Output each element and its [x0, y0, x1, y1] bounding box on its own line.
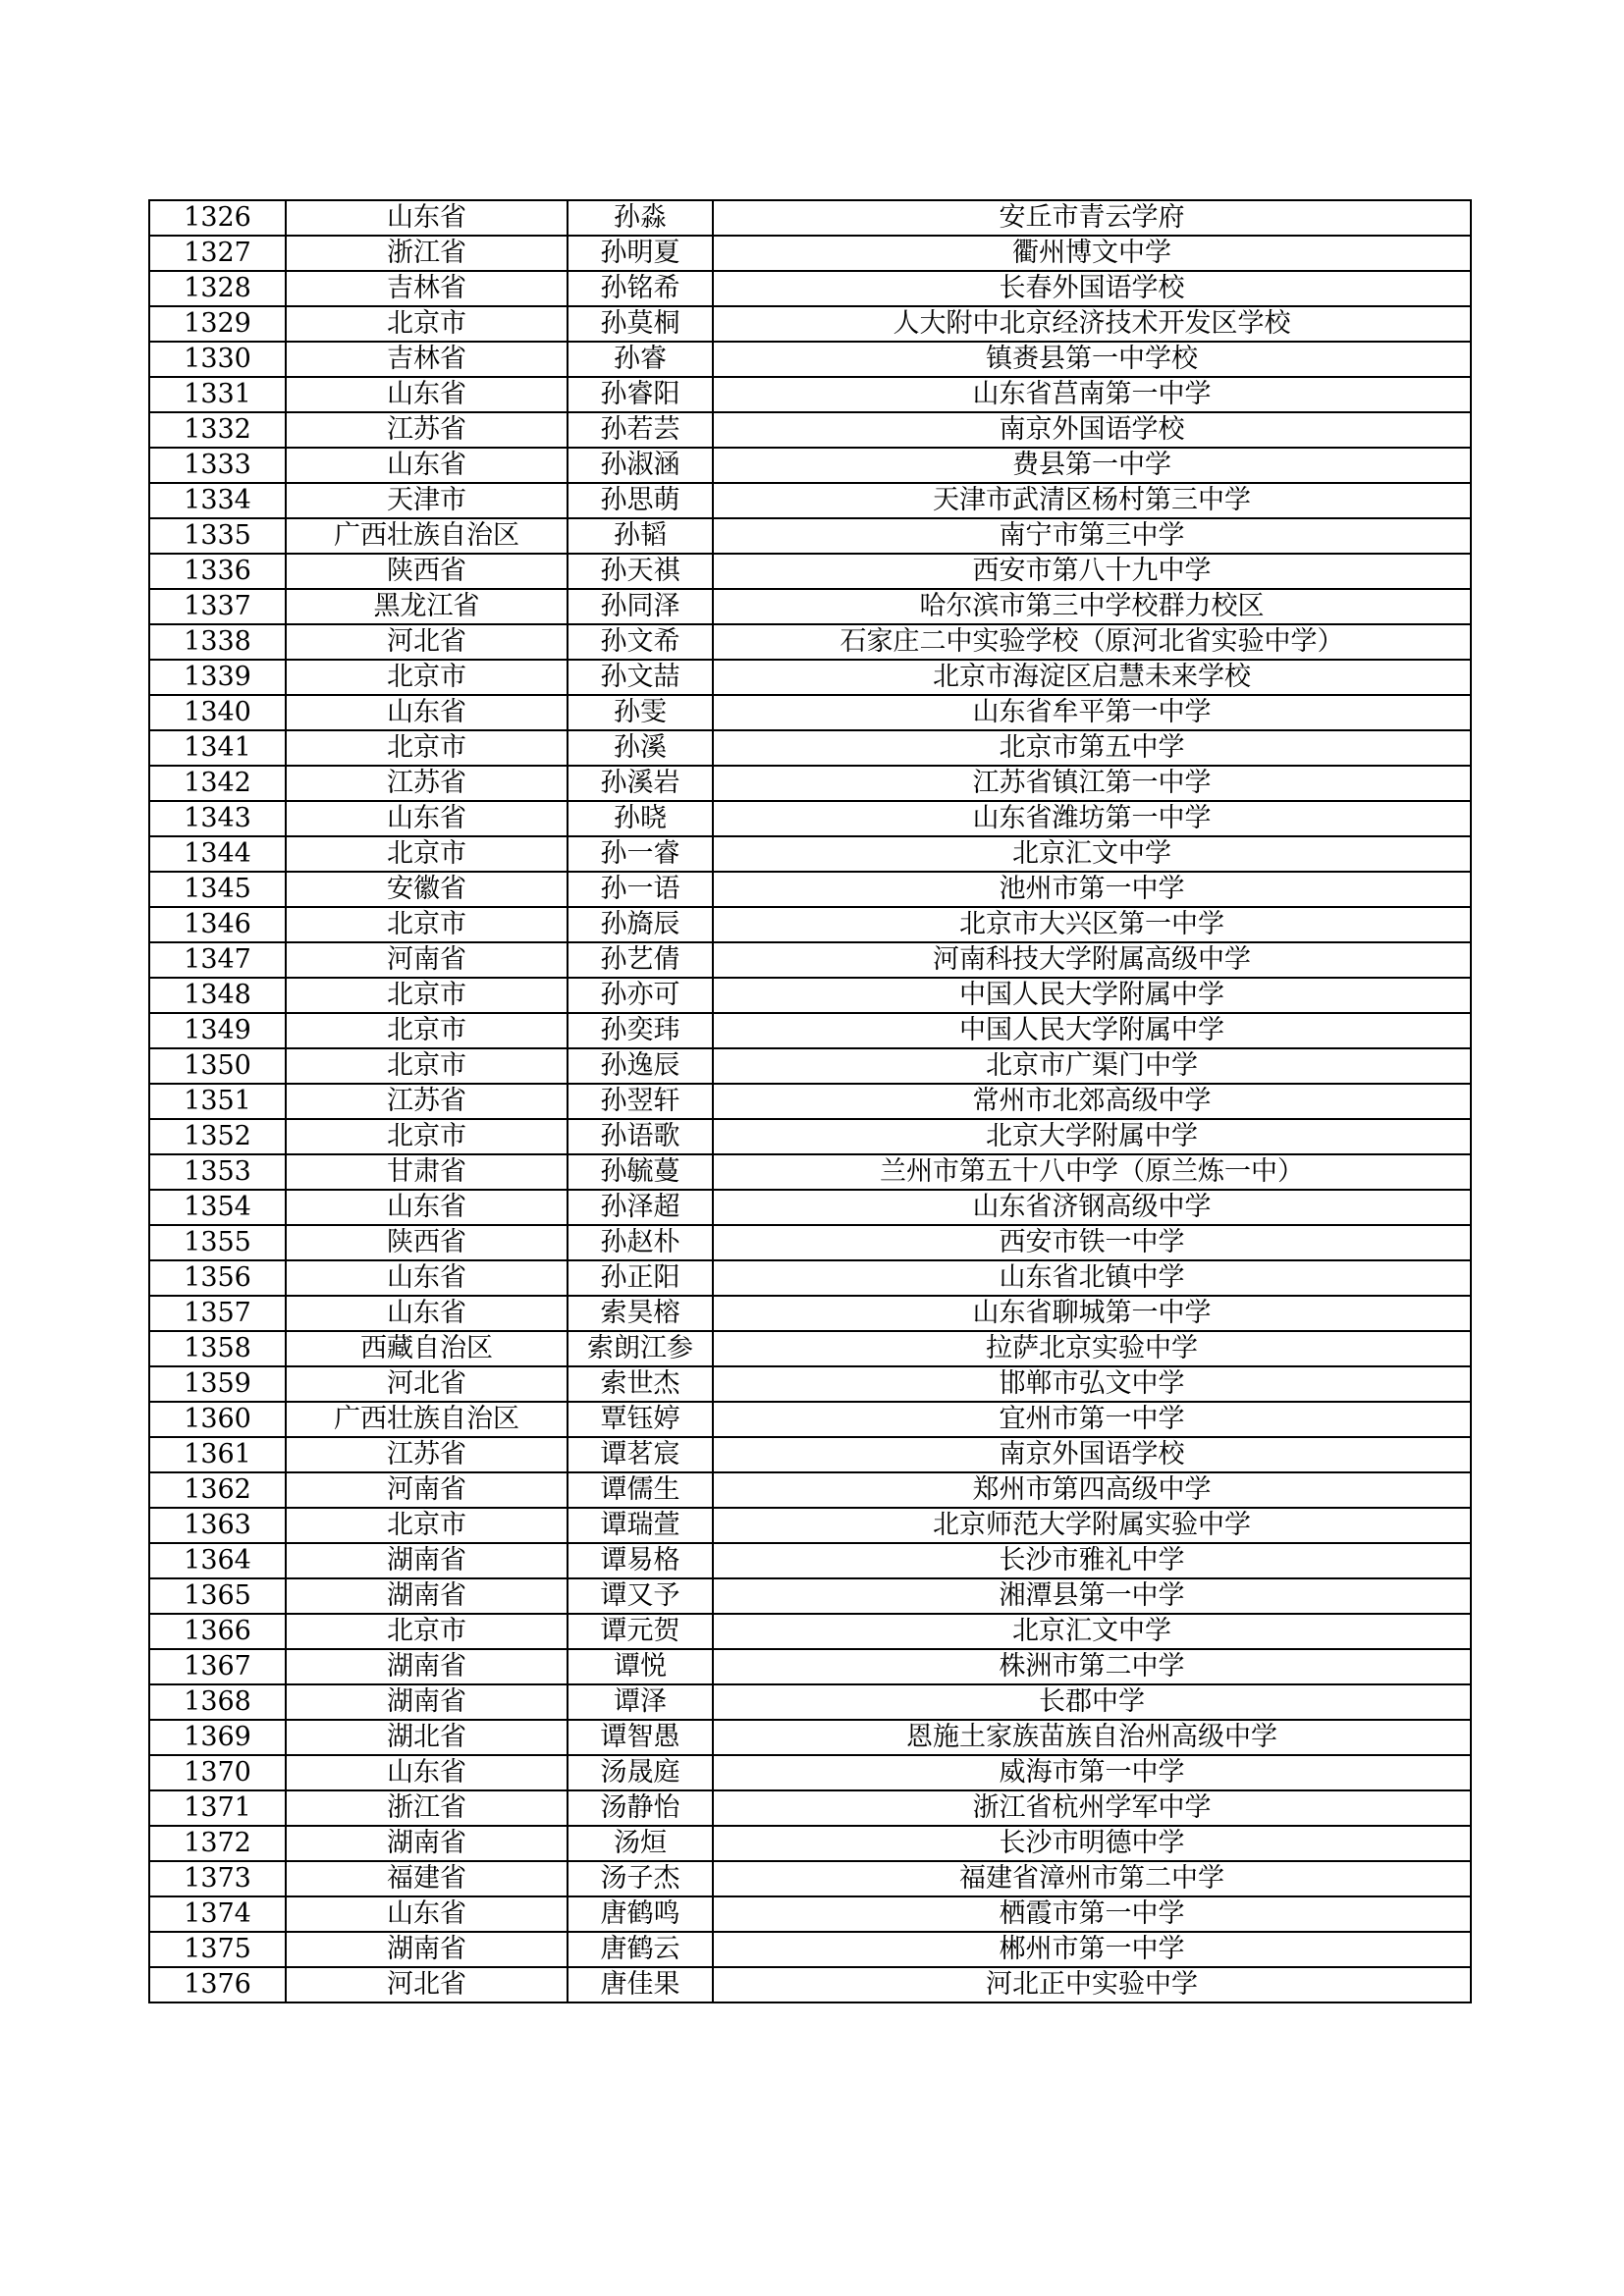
table-row: [149, 1720, 1471, 1755]
student-name-cell: 孙亦可: [568, 978, 713, 1013]
row-number-cell: 1361: [149, 1437, 286, 1472]
province-cell: 山东省: [286, 200, 568, 236]
school-cell: 株洲市第二中学: [713, 1649, 1471, 1684]
row-number-cell: 1341: [149, 730, 286, 766]
table-row: [149, 1790, 1471, 1826]
province-cell: 吉林省: [286, 342, 568, 377]
row-number-cell: 1367: [149, 1649, 286, 1684]
table-row: [149, 1437, 1471, 1472]
table-row: [149, 942, 1471, 978]
school-cell: 人大附中北京经济技术开发区学校: [713, 306, 1471, 342]
school-cell: 山东省北镇中学: [713, 1260, 1471, 1296]
row-number-cell: 1369: [149, 1720, 286, 1755]
row-number-cell: 1364: [149, 1543, 286, 1578]
school-cell: 中国人民大学附属中学: [713, 978, 1471, 1013]
province-cell: 山东省: [286, 448, 568, 483]
row-number-cell: 1336: [149, 554, 286, 589]
row-number-cell: 1343: [149, 801, 286, 836]
student-name-cell: 孙雯: [568, 695, 713, 730]
student-name-cell: 孙文希: [568, 624, 713, 660]
row-number-cell: 1356: [149, 1260, 286, 1296]
row-number-cell: 1353: [149, 1154, 286, 1190]
row-number-cell: 1338: [149, 624, 286, 660]
province-cell: 浙江省: [286, 1790, 568, 1826]
table-row: [149, 1472, 1471, 1508]
table-row: [149, 624, 1471, 660]
school-cell: 河南科技大学附属高级中学: [713, 942, 1471, 978]
school-cell: 河北正中实验中学: [713, 1967, 1471, 2002]
roster-body: [149, 200, 1471, 2002]
school-cell: 邯郸市弘文中学: [713, 1366, 1471, 1402]
province-cell: 山东省: [286, 801, 568, 836]
student-name-cell: 孙若芸: [568, 412, 713, 448]
table-row: [149, 518, 1471, 554]
province-cell: 安徽省: [286, 872, 568, 907]
row-number-cell: 1363: [149, 1508, 286, 1543]
province-cell: 山东省: [286, 1260, 568, 1296]
province-cell: 北京市: [286, 1508, 568, 1543]
school-cell: 哈尔滨市第三中学校群力校区: [713, 589, 1471, 624]
student-name-cell: 谭茗宸: [568, 1437, 713, 1472]
student-name-cell: 孙铭希: [568, 271, 713, 306]
student-name-cell: 孙思萌: [568, 483, 713, 518]
province-cell: 西藏自治区: [286, 1331, 568, 1366]
province-cell: 甘肃省: [286, 1154, 568, 1190]
row-number-cell: 1362: [149, 1472, 286, 1508]
school-cell: 南京外国语学校: [713, 412, 1471, 448]
school-cell: 天津市武清区杨村第三中学: [713, 483, 1471, 518]
student-name-cell: 孙奕玮: [568, 1013, 713, 1048]
school-cell: 石家庄二中实验学校（原河北省实验中学）: [713, 624, 1471, 660]
row-number-cell: 1335: [149, 518, 286, 554]
table-row: [149, 1084, 1471, 1119]
province-cell: 山东省: [286, 1755, 568, 1790]
student-name-cell: 谭泽: [568, 1684, 713, 1720]
table-row: [149, 1826, 1471, 1861]
province-cell: 北京市: [286, 1013, 568, 1048]
province-cell: 江苏省: [286, 766, 568, 801]
row-number-cell: 1376: [149, 1967, 286, 2002]
student-name-cell: 索昊榕: [568, 1296, 713, 1331]
province-cell: 北京市: [286, 978, 568, 1013]
table-row: [149, 1225, 1471, 1260]
province-cell: 河南省: [286, 1472, 568, 1508]
school-cell: 拉萨北京实验中学: [713, 1331, 1471, 1366]
student-name-cell: 谭悦: [568, 1649, 713, 1684]
table-row: [149, 1013, 1471, 1048]
student-name-cell: 谭瑞萱: [568, 1508, 713, 1543]
row-number-cell: 1355: [149, 1225, 286, 1260]
school-cell: 山东省潍坊第一中学: [713, 801, 1471, 836]
table-row: [149, 801, 1471, 836]
table-row: [149, 271, 1471, 306]
province-cell: 广西壮族自治区: [286, 518, 568, 554]
row-number-cell: 1375: [149, 1932, 286, 1967]
student-name-cell: 孙明夏: [568, 236, 713, 271]
row-number-cell: 1345: [149, 872, 286, 907]
row-number-cell: 1368: [149, 1684, 286, 1720]
student-name-cell: 谭儒生: [568, 1472, 713, 1508]
school-cell: 中国人民大学附属中学: [713, 1013, 1471, 1048]
row-number-cell: 1327: [149, 236, 286, 271]
row-number-cell: 1349: [149, 1013, 286, 1048]
province-cell: 江苏省: [286, 1084, 568, 1119]
table-row: [149, 1614, 1471, 1649]
province-cell: 浙江省: [286, 236, 568, 271]
table-row: [149, 1190, 1471, 1225]
student-name-cell: 汤静怡: [568, 1790, 713, 1826]
school-cell: 长郡中学: [713, 1684, 1471, 1720]
school-cell: 衢州博文中学: [713, 236, 1471, 271]
province-cell: 湖北省: [286, 1720, 568, 1755]
table-row: [149, 872, 1471, 907]
row-number-cell: 1371: [149, 1790, 286, 1826]
student-name-cell: 孙语歌: [568, 1119, 713, 1154]
school-cell: 北京汇文中学: [713, 1614, 1471, 1649]
student-name-cell: 孙一睿: [568, 836, 713, 872]
table-row: [149, 1366, 1471, 1402]
school-cell: 福建省漳州市第二中学: [713, 1861, 1471, 1896]
school-cell: 镇赉县第一中学校: [713, 342, 1471, 377]
school-cell: 常州市北郊高级中学: [713, 1084, 1471, 1119]
roster-table: [148, 199, 1472, 2003]
province-cell: 北京市: [286, 1048, 568, 1084]
school-cell: 南宁市第三中学: [713, 518, 1471, 554]
table-row: [149, 660, 1471, 695]
table-row: [149, 1967, 1471, 2002]
student-name-cell: 索世杰: [568, 1366, 713, 1402]
row-number-cell: 1365: [149, 1578, 286, 1614]
province-cell: 湖南省: [286, 1543, 568, 1578]
school-cell: 北京师范大学附属实验中学: [713, 1508, 1471, 1543]
table-row: [149, 200, 1471, 236]
school-cell: 费县第一中学: [713, 448, 1471, 483]
table-row: [149, 1543, 1471, 1578]
province-cell: 湖南省: [286, 1649, 568, 1684]
school-cell: 北京市大兴区第一中学: [713, 907, 1471, 942]
table-row: [149, 554, 1471, 589]
table-row: [149, 1402, 1471, 1437]
student-name-cell: 孙天祺: [568, 554, 713, 589]
province-cell: 吉林省: [286, 271, 568, 306]
student-name-cell: 孙文喆: [568, 660, 713, 695]
row-number-cell: 1334: [149, 483, 286, 518]
province-cell: 湖南省: [286, 1932, 568, 1967]
table-row: [149, 766, 1471, 801]
school-cell: 北京市广渠门中学: [713, 1048, 1471, 1084]
school-cell: 长春外国语学校: [713, 271, 1471, 306]
school-cell: 山东省牟平第一中学: [713, 695, 1471, 730]
row-number-cell: 1358: [149, 1331, 286, 1366]
table-row: [149, 695, 1471, 730]
row-number-cell: 1330: [149, 342, 286, 377]
student-name-cell: 孙睿阳: [568, 377, 713, 412]
table-row: [149, 1331, 1471, 1366]
school-cell: 西安市第八十九中学: [713, 554, 1471, 589]
row-number-cell: 1373: [149, 1861, 286, 1896]
row-number-cell: 1333: [149, 448, 286, 483]
table-row: [149, 412, 1471, 448]
school-cell: 安丘市青云学府: [713, 200, 1471, 236]
school-cell: 宜州市第一中学: [713, 1402, 1471, 1437]
student-name-cell: 唐鹤云: [568, 1932, 713, 1967]
province-cell: 北京市: [286, 730, 568, 766]
row-number-cell: 1354: [149, 1190, 286, 1225]
table-row: [149, 1932, 1471, 1967]
student-name-cell: 孙泽超: [568, 1190, 713, 1225]
row-number-cell: 1346: [149, 907, 286, 942]
school-cell: 山东省莒南第一中学: [713, 377, 1471, 412]
row-number-cell: 1351: [149, 1084, 286, 1119]
province-cell: 北京市: [286, 660, 568, 695]
table-row: [149, 483, 1471, 518]
province-cell: 山东省: [286, 377, 568, 412]
table-row: [149, 1296, 1471, 1331]
province-cell: 北京市: [286, 1614, 568, 1649]
student-name-cell: 孙晓: [568, 801, 713, 836]
school-cell: 江苏省镇江第一中学: [713, 766, 1471, 801]
table-row: [149, 448, 1471, 483]
row-number-cell: 1372: [149, 1826, 286, 1861]
row-number-cell: 1348: [149, 978, 286, 1013]
row-number-cell: 1344: [149, 836, 286, 872]
row-number-cell: 1374: [149, 1896, 286, 1932]
table-row: [149, 1649, 1471, 1684]
table-row: [149, 1896, 1471, 1932]
province-cell: 江苏省: [286, 1437, 568, 1472]
school-cell: 池州市第一中学: [713, 872, 1471, 907]
province-cell: 北京市: [286, 306, 568, 342]
province-cell: 湖南省: [286, 1684, 568, 1720]
student-name-cell: 孙毓蔓: [568, 1154, 713, 1190]
row-number-cell: 1366: [149, 1614, 286, 1649]
province-cell: 福建省: [286, 1861, 568, 1896]
student-name-cell: 覃钰婷: [568, 1402, 713, 1437]
student-name-cell: 孙溪: [568, 730, 713, 766]
row-number-cell: 1342: [149, 766, 286, 801]
student-name-cell: 汤晟庭: [568, 1755, 713, 1790]
province-cell: 山东省: [286, 1190, 568, 1225]
table-row: [149, 306, 1471, 342]
province-cell: 河北省: [286, 624, 568, 660]
school-cell: 浙江省杭州学军中学: [713, 1790, 1471, 1826]
student-name-cell: 孙一语: [568, 872, 713, 907]
school-cell: 南京外国语学校: [713, 1437, 1471, 1472]
table-row: [149, 342, 1471, 377]
school-cell: 郴州市第一中学: [713, 1932, 1471, 1967]
province-cell: 山东省: [286, 695, 568, 730]
school-cell: 栖霞市第一中学: [713, 1896, 1471, 1932]
province-cell: 山东省: [286, 1896, 568, 1932]
school-cell: 北京市海淀区启慧未来学校: [713, 660, 1471, 695]
province-cell: 山东省: [286, 1296, 568, 1331]
student-name-cell: 孙淑涵: [568, 448, 713, 483]
table-row: [149, 1578, 1471, 1614]
row-number-cell: 1326: [149, 200, 286, 236]
student-name-cell: 汤子杰: [568, 1861, 713, 1896]
school-cell: 北京市第五中学: [713, 730, 1471, 766]
table-row: [149, 1260, 1471, 1296]
row-number-cell: 1352: [149, 1119, 286, 1154]
student-name-cell: 唐佳果: [568, 1967, 713, 2002]
province-cell: 江苏省: [286, 412, 568, 448]
table-row: [149, 978, 1471, 1013]
row-number-cell: 1329: [149, 306, 286, 342]
province-cell: 北京市: [286, 1119, 568, 1154]
province-cell: 湖南省: [286, 1826, 568, 1861]
student-name-cell: 孙淼: [568, 200, 713, 236]
row-number-cell: 1350: [149, 1048, 286, 1084]
province-cell: 广西壮族自治区: [286, 1402, 568, 1437]
school-cell: 长沙市雅礼中学: [713, 1543, 1471, 1578]
student-name-cell: 谭易格: [568, 1543, 713, 1578]
table-row: [149, 1684, 1471, 1720]
province-cell: 北京市: [286, 907, 568, 942]
school-cell: 郑州市第四高级中学: [713, 1472, 1471, 1508]
student-name-cell: 谭元贺: [568, 1614, 713, 1649]
row-number-cell: 1331: [149, 377, 286, 412]
province-cell: 黑龙江省: [286, 589, 568, 624]
student-name-cell: 谭又予: [568, 1578, 713, 1614]
row-number-cell: 1359: [149, 1366, 286, 1402]
student-name-cell: 孙旖辰: [568, 907, 713, 942]
province-cell: 北京市: [286, 836, 568, 872]
student-name-cell: 孙艺倩: [568, 942, 713, 978]
school-cell: 山东省聊城第一中学: [713, 1296, 1471, 1331]
table-row: [149, 236, 1471, 271]
school-cell: 威海市第一中学: [713, 1755, 1471, 1790]
student-name-cell: 孙翌轩: [568, 1084, 713, 1119]
school-cell: 湘潭县第一中学: [713, 1578, 1471, 1614]
student-name-cell: 索朗江参: [568, 1331, 713, 1366]
row-number-cell: 1370: [149, 1755, 286, 1790]
row-number-cell: 1360: [149, 1402, 286, 1437]
school-cell: 西安市铁一中学: [713, 1225, 1471, 1260]
table-row: [149, 1119, 1471, 1154]
student-name-cell: 孙正阳: [568, 1260, 713, 1296]
table-row: [149, 1048, 1471, 1084]
student-name-cell: 孙同泽: [568, 589, 713, 624]
table-row: [149, 1154, 1471, 1190]
school-cell: 北京大学附属中学: [713, 1119, 1471, 1154]
student-name-cell: 孙赵朴: [568, 1225, 713, 1260]
row-number-cell: 1357: [149, 1296, 286, 1331]
row-number-cell: 1347: [149, 942, 286, 978]
province-cell: 陕西省: [286, 1225, 568, 1260]
row-number-cell: 1328: [149, 271, 286, 306]
school-cell: 北京汇文中学: [713, 836, 1471, 872]
school-cell: 恩施土家族苗族自治州高级中学: [713, 1720, 1471, 1755]
province-cell: 湖南省: [286, 1578, 568, 1614]
province-cell: 河南省: [286, 942, 568, 978]
province-cell: 河北省: [286, 1366, 568, 1402]
table-row: [149, 907, 1471, 942]
table-row: [149, 1755, 1471, 1790]
province-cell: 陕西省: [286, 554, 568, 589]
row-number-cell: 1332: [149, 412, 286, 448]
row-number-cell: 1337: [149, 589, 286, 624]
student-name-cell: 谭智愚: [568, 1720, 713, 1755]
student-name-cell: 唐鹤鸣: [568, 1896, 713, 1932]
student-name-cell: 孙莫桐: [568, 306, 713, 342]
school-cell: 山东省济钢高级中学: [713, 1190, 1471, 1225]
province-cell: 河北省: [286, 1967, 568, 2002]
school-cell: 长沙市明德中学: [713, 1826, 1471, 1861]
student-name-cell: 孙睿: [568, 342, 713, 377]
row-number-cell: 1339: [149, 660, 286, 695]
student-name-cell: 孙溪岩: [568, 766, 713, 801]
table-row: [149, 836, 1471, 872]
student-name-cell: 孙韬: [568, 518, 713, 554]
school-cell: 兰州市第五十八中学（原兰炼一中）: [713, 1154, 1471, 1190]
student-name-cell: 孙逸辰: [568, 1048, 713, 1084]
table-row: [149, 589, 1471, 624]
province-cell: 天津市: [286, 483, 568, 518]
table-row: [149, 377, 1471, 412]
table-row: [149, 1861, 1471, 1896]
table-row: [149, 1508, 1471, 1543]
table-row: [149, 730, 1471, 766]
row-number-cell: 1340: [149, 695, 286, 730]
student-name-cell: 汤烜: [568, 1826, 713, 1861]
